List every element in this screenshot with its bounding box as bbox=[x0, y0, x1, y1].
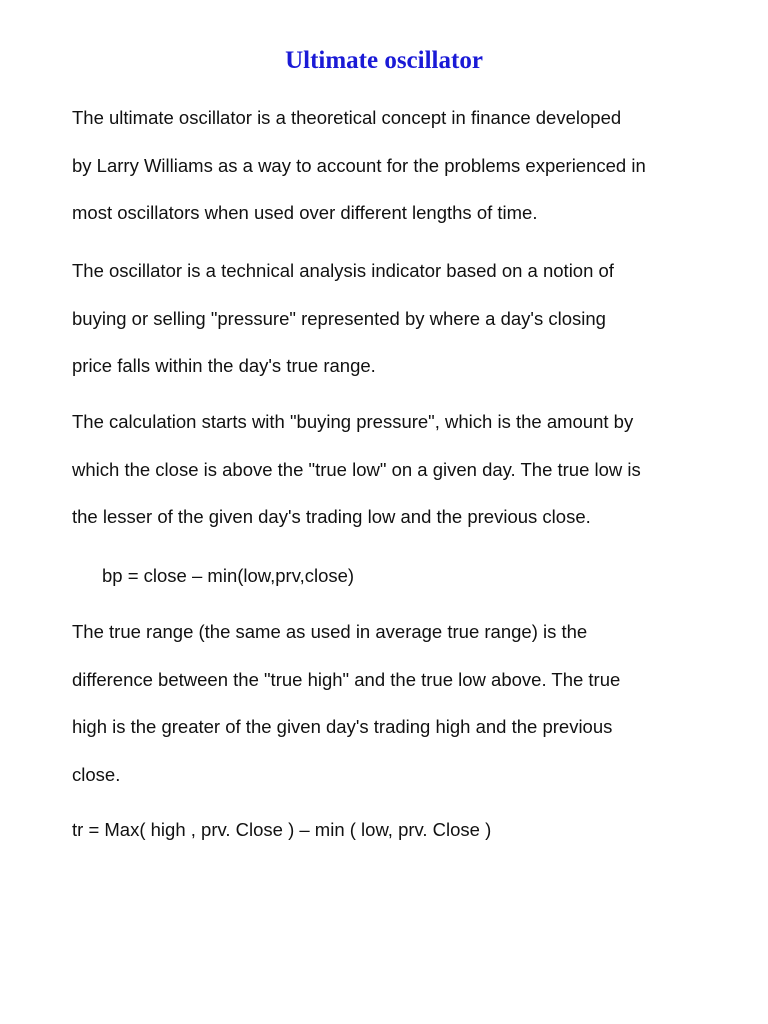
formula-buying-pressure bbox=[102, 564, 762, 588]
text-line: most oscillators when used over different lengths of time. bbox=[72, 202, 538, 223]
text-line: by Larry Williams as a way to account for the problems experienced in bbox=[72, 154, 646, 176]
paragraph-indicator bbox=[72, 259, 732, 378]
text-line: The ultimate oscillator is a theoretical concept in finance developed bbox=[72, 107, 622, 128]
text-line: close. bbox=[72, 763, 121, 785]
paragraph-true-range bbox=[72, 620, 732, 787]
text-line: which the close is above the "true low" on a given day. The true low is bbox=[72, 458, 641, 480]
text-line: difference between the "true high" and the true low above. The true bbox=[72, 668, 621, 690]
text-line: The true range (the same as used in average true range) is the bbox=[72, 621, 588, 642]
text-line: buying or selling "pressure" represented by where a day's closing bbox=[72, 307, 606, 329]
text-line: The calculation starts with "buying pressure", which is the amount by bbox=[72, 411, 634, 432]
paragraph-buying-pressure bbox=[72, 410, 732, 529]
formula-true-range bbox=[72, 818, 732, 842]
text-line: high is the greater of the given day's trading high and the previous bbox=[72, 716, 613, 737]
text-line: the lesser of the given day's trading low and the previous close. bbox=[72, 506, 591, 527]
text-line: price falls within the day's true range. bbox=[72, 355, 376, 376]
paragraph-intro bbox=[72, 106, 732, 225]
formula-line: bp = close – min(low,prv,close) bbox=[102, 565, 355, 586]
formula-line: tr = Max( high , prv. Close ) – min ( low, prv. Close ) bbox=[72, 819, 492, 840]
text-line: The oscillator is a technical analysis indicator based on a notion of bbox=[72, 260, 614, 281]
page-title: Ultimate oscillator bbox=[285, 47, 483, 74]
